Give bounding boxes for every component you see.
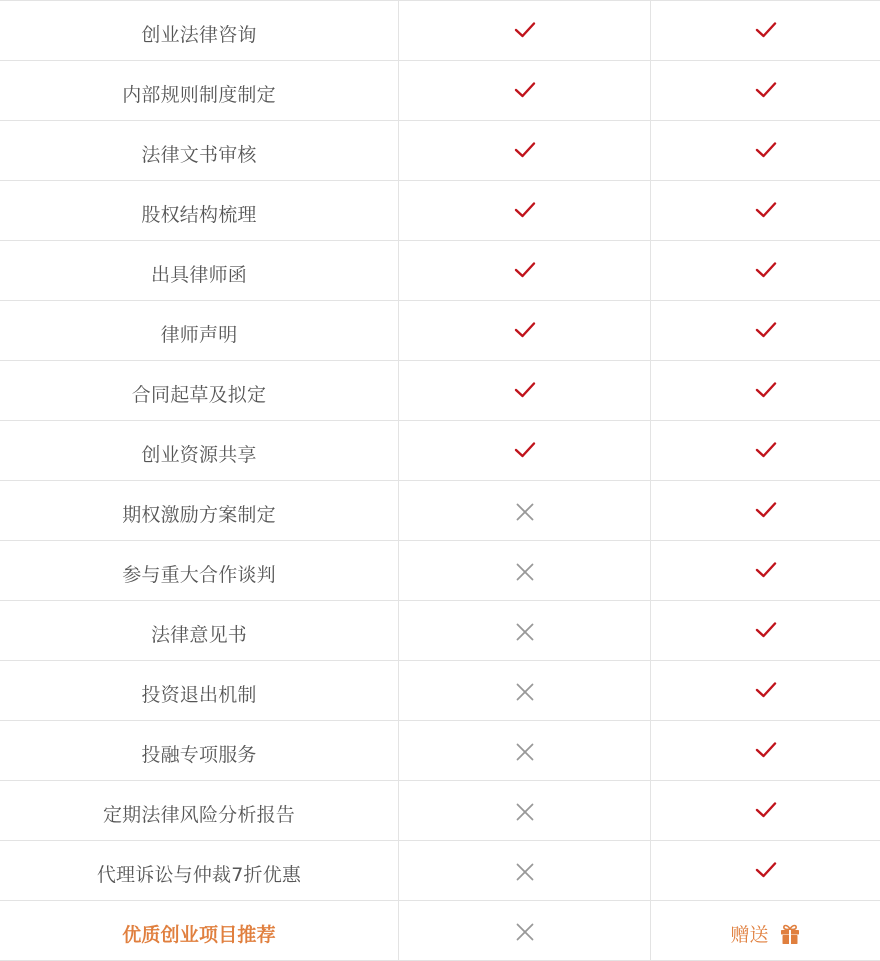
cross-icon [514, 921, 536, 943]
basic-plan-cell [399, 541, 651, 600]
check-icon [514, 259, 536, 281]
gift-badge [730, 914, 800, 947]
table-row [0, 301, 880, 361]
check-icon [755, 799, 777, 821]
feature-label: 投资退出机制 [141, 684, 257, 706]
feature-label: 创业法律咨询 [141, 24, 257, 46]
advanced-plan-cell [651, 481, 880, 540]
advanced-plan-cell [651, 421, 880, 480]
feature-label: 内部规则制度制定 [122, 84, 276, 106]
table-row [0, 1, 880, 61]
feature-label: 优质创业项目推荐 [122, 924, 276, 946]
check-icon [514, 79, 536, 101]
advanced-plan-cell [651, 361, 880, 420]
check-icon [755, 259, 777, 281]
basic-plan-cell [399, 661, 651, 720]
cross-icon [514, 801, 536, 823]
check-icon [755, 559, 777, 581]
feature-label: 股权结构梳理 [141, 204, 257, 226]
advanced-plan-cell [651, 121, 880, 180]
table-row [0, 481, 880, 541]
advanced-plan-cell [651, 781, 880, 840]
feature-label: 代理诉讼与仲裁7折优惠 [96, 864, 302, 886]
feature-label: 法律文书审核 [141, 144, 257, 166]
check-icon [514, 19, 536, 41]
check-icon [755, 19, 777, 41]
basic-plan-cell [399, 121, 651, 180]
basic-plan-cell [399, 841, 651, 900]
check-icon [755, 679, 777, 701]
feature-label: 创业资源共享 [141, 444, 257, 466]
advanced-plan-cell [651, 1, 880, 60]
advanced-plan-cell [651, 181, 880, 240]
feature-name-cell [0, 181, 399, 240]
table-row [0, 421, 880, 481]
feature-label: 投融专项服务 [141, 744, 257, 766]
feature-label: 合同起草及拟定 [131, 384, 267, 406]
feature-label: 律师声明 [160, 324, 238, 346]
table-row [0, 241, 880, 301]
basic-plan-cell [399, 241, 651, 300]
check-icon [755, 199, 777, 221]
advanced-plan-cell [651, 901, 880, 960]
check-icon [755, 499, 777, 521]
feature-label: 参与重大合作谈判 [122, 564, 276, 586]
feature-label: 法律意见书 [150, 624, 247, 646]
check-icon [514, 379, 536, 401]
cross-icon [514, 861, 536, 883]
check-icon [755, 139, 777, 161]
feature-name-cell [0, 361, 399, 420]
feature-label: 定期法律风险分析报告 [102, 804, 295, 826]
feature-label: 出具律师函 [150, 264, 247, 286]
cross-icon [514, 621, 536, 643]
table-row [0, 541, 880, 601]
check-icon [755, 379, 777, 401]
feature-name-cell [0, 601, 399, 660]
advanced-plan-cell [651, 301, 880, 360]
basic-plan-cell [399, 301, 651, 360]
feature-name-cell [0, 901, 399, 960]
cross-icon [514, 741, 536, 763]
table-row [0, 121, 880, 181]
table-row [0, 661, 880, 721]
feature-name-cell [0, 421, 399, 480]
table-row [0, 601, 880, 661]
feature-label: 期权激励方案制定 [122, 504, 276, 526]
feature-name-cell [0, 841, 399, 900]
table-row [0, 901, 880, 961]
feature-name-cell [0, 661, 399, 720]
check-icon [514, 319, 536, 341]
cross-icon [514, 501, 536, 523]
advanced-plan-cell [651, 541, 880, 600]
gift-icon [779, 923, 801, 945]
advanced-plan-cell [651, 61, 880, 120]
basic-plan-cell [399, 781, 651, 840]
basic-plan-cell [399, 1, 651, 60]
check-icon [755, 439, 777, 461]
advanced-plan-cell [651, 241, 880, 300]
basic-plan-cell [399, 421, 651, 480]
check-icon [755, 739, 777, 761]
table-row [0, 841, 880, 901]
check-icon [514, 199, 536, 221]
check-icon [514, 139, 536, 161]
basic-plan-cell [399, 61, 651, 120]
check-icon [755, 79, 777, 101]
basic-plan-cell [399, 721, 651, 780]
table-row [0, 721, 880, 781]
check-icon [755, 859, 777, 881]
gift-label: 赠送 [730, 924, 769, 946]
advanced-plan-cell [651, 721, 880, 780]
basic-plan-cell [399, 601, 651, 660]
check-icon [755, 319, 777, 341]
feature-name-cell [0, 541, 399, 600]
feature-name-cell [0, 721, 399, 780]
advanced-plan-cell [651, 661, 880, 720]
feature-name-cell [0, 301, 399, 360]
check-icon [755, 619, 777, 641]
table-row [0, 61, 880, 121]
basic-plan-cell [399, 181, 651, 240]
feature-name-cell [0, 241, 399, 300]
feature-name-cell [0, 61, 399, 120]
advanced-plan-cell [651, 601, 880, 660]
check-icon [514, 439, 536, 461]
table-row [0, 181, 880, 241]
feature-name-cell [0, 481, 399, 540]
advanced-plan-cell [651, 841, 880, 900]
table-row [0, 361, 880, 421]
basic-plan-cell [399, 481, 651, 540]
feature-name-cell [0, 781, 399, 840]
cross-icon [514, 561, 536, 583]
feature-name-cell [0, 121, 399, 180]
feature-name-cell [0, 1, 399, 60]
basic-plan-cell [399, 901, 651, 960]
cross-icon [514, 681, 536, 703]
table-row [0, 781, 880, 841]
basic-plan-cell [399, 361, 651, 420]
